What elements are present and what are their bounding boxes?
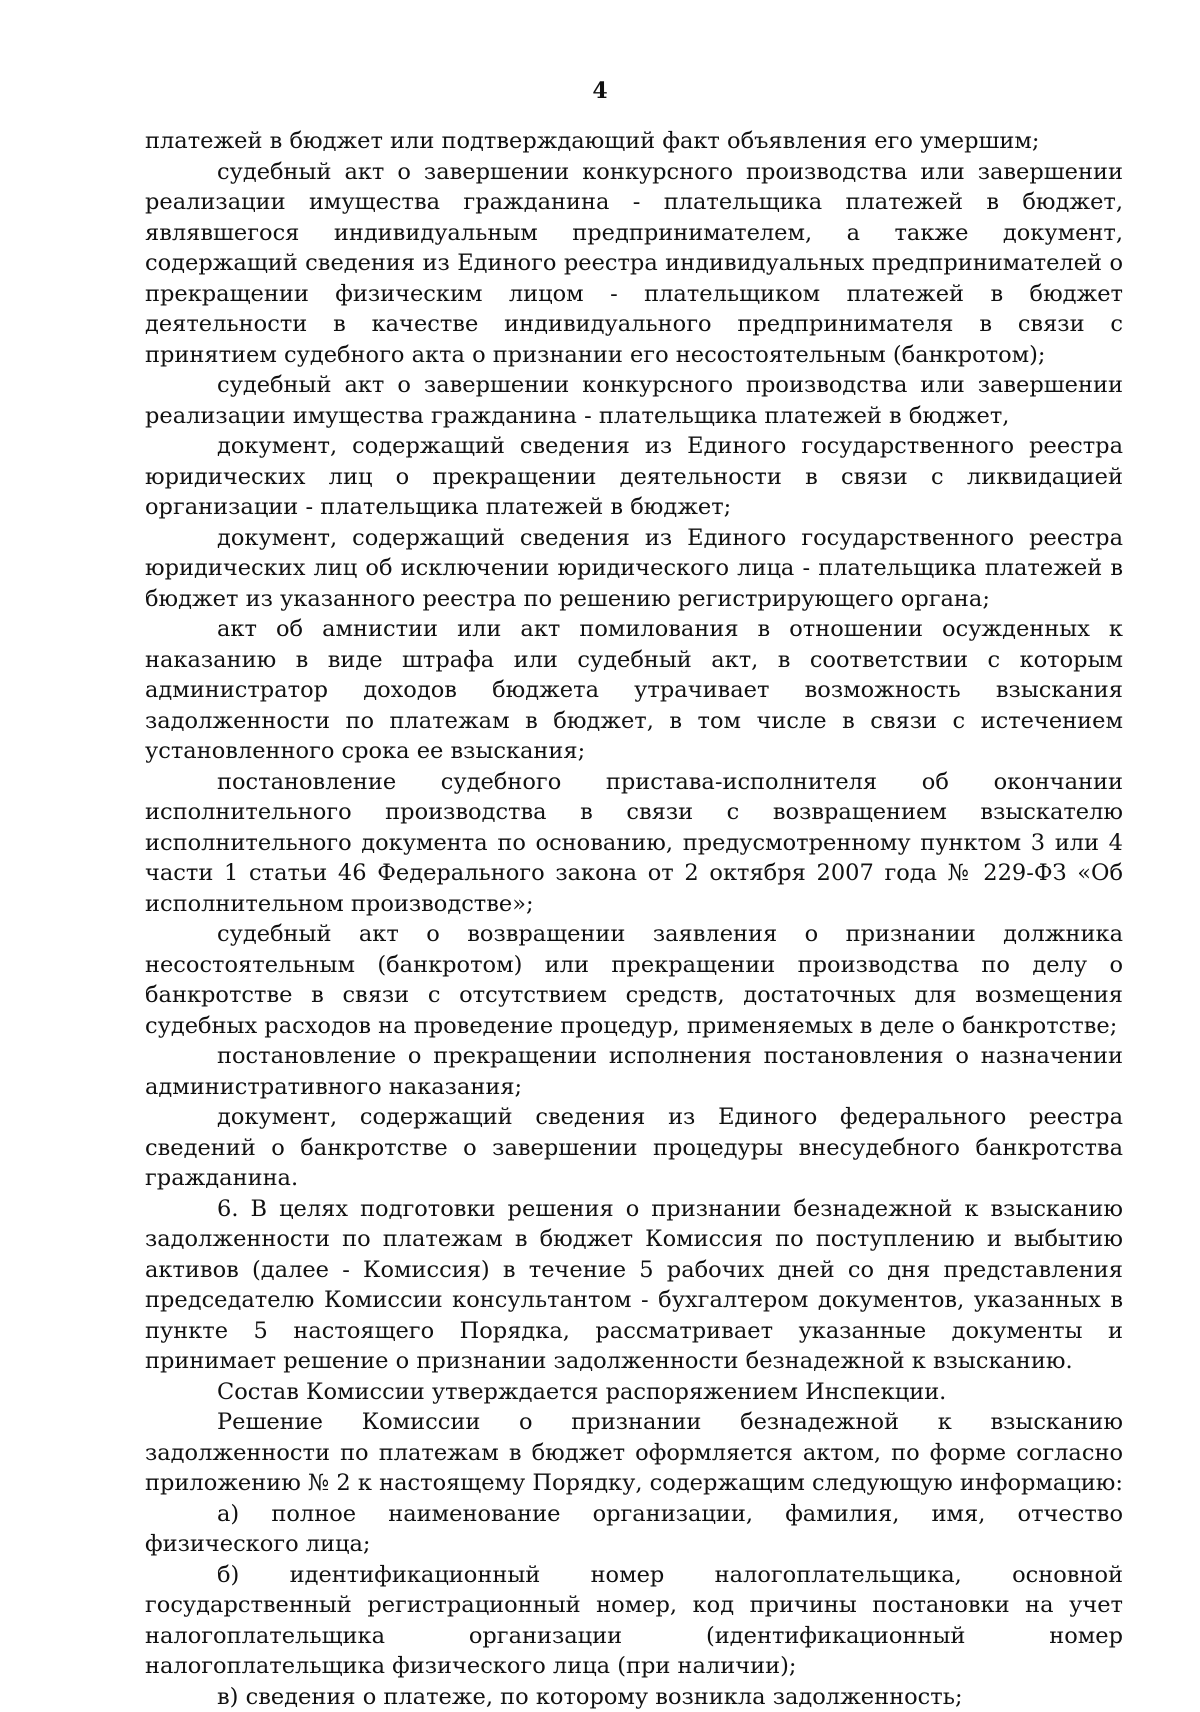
- page-number: 4: [0, 78, 1200, 104]
- paragraph: акт об амнистии или акт помилования в отношении осужденных к наказанию в виде штрафа или судебный акт, в соответствии с которым администратор доходов бюджета утрачивает возможность взыскания задолженности по платежам в бюджет, в том числе в связи с истечением установленного срока ее взыскания;: [145, 614, 1123, 767]
- paragraph: судебный акт о завершении конкурсного производства или завершении реализации имущества гражданина - плательщика платежей в бюджет, являвшегося индивидуальным предпринимателем, а также документ, содержащий сведения из Единого реестра индивидуальных предпринимателей о прекращении физическим лицом - плательщиком платежей в бюджет деятельности в качестве индивидуального предпринимателя в связи с принятием судебного акта о признании его несостоятельным (банкротом);: [145, 157, 1123, 371]
- paragraph: а) полное наименование организации, фамилия, имя, отчество физического лица;: [145, 1499, 1123, 1560]
- paragraph: судебный акт о завершении конкурсного производства или завершении реализации имущества гражданина - плательщика платежей в бюджет,: [145, 370, 1123, 431]
- document-body: [145, 126, 1123, 1712]
- paragraph: документ, содержащий сведения из Единого федерального реестра сведений о банкротстве о завершении процедуры внесудебного банкротства гражданина.: [145, 1102, 1123, 1194]
- paragraph: документ, содержащий сведения из Единого государственного реестра юридических лиц о прекращении деятельности в связи с ликвидацией организации - плательщика платежей в бюджет;: [145, 431, 1123, 523]
- paragraph: Состав Комиссии утверждается распоряжением Инспекции.: [145, 1377, 1123, 1408]
- paragraph: постановление судебного пристава-исполнителя об окончании исполнительного производства в связи с возвращением взыскателю исполнительного документа по основанию, предусмотренному пунктом 3 или 4 части 1 статьи 46 Федерального закона от 2 октября 2007 года № 229-ФЗ «Об исполнительном производстве»;: [145, 767, 1123, 920]
- paragraph: документ, содержащий сведения из Единого государственного реестра юридических лиц об исключении юридического лица - плательщика платежей в бюджет из указанного реестра по решению регистрирующего органа;: [145, 523, 1123, 615]
- paragraph: 6. В целях подготовки решения о признании безнадежной к взысканию задолженности по платежам в бюджет Комиссия по поступлению и выбытию активов (далее - Комиссия) в течение 5 рабочих дней со дня представления председателю Комиссии консультантом - бухгалтером документов, указанных в пункте 5 настоящего Порядка, рассматривает указанные документы и принимает решение о признании задолженности безнадежной к взысканию.: [145, 1194, 1123, 1377]
- paragraph: судебный акт о возвращении заявления о признании должника несостоятельным (банкротом) или прекращении производства по делу о банкротстве в связи с отсутствием средств, достаточных для возмещения судебных расходов на проведение процедур, применяемых в деле о банкротстве;: [145, 919, 1123, 1041]
- paragraph: платежей в бюджет или подтверждающий факт объявления его умершим;: [145, 126, 1123, 157]
- paragraph: постановление о прекращении исполнения постановления о назначении административного наказания;: [145, 1041, 1123, 1102]
- paragraph: Решение Комиссии о признании безнадежной к взысканию задолженности по платежам в бюджет оформляется актом, по форме согласно приложению № 2 к настоящему Порядку, содержащим следующую информацию:: [145, 1407, 1123, 1499]
- paragraph: в) сведения о платеже, по которому возникла задолженность;: [145, 1682, 1123, 1712]
- paragraph: б) идентификационный номер налогоплательщика, основной государственный регистрационный номер, код причины постановки на учет налогоплательщика организации (идентификационный номер налогоплательщика физического лица (при наличии);: [145, 1560, 1123, 1682]
